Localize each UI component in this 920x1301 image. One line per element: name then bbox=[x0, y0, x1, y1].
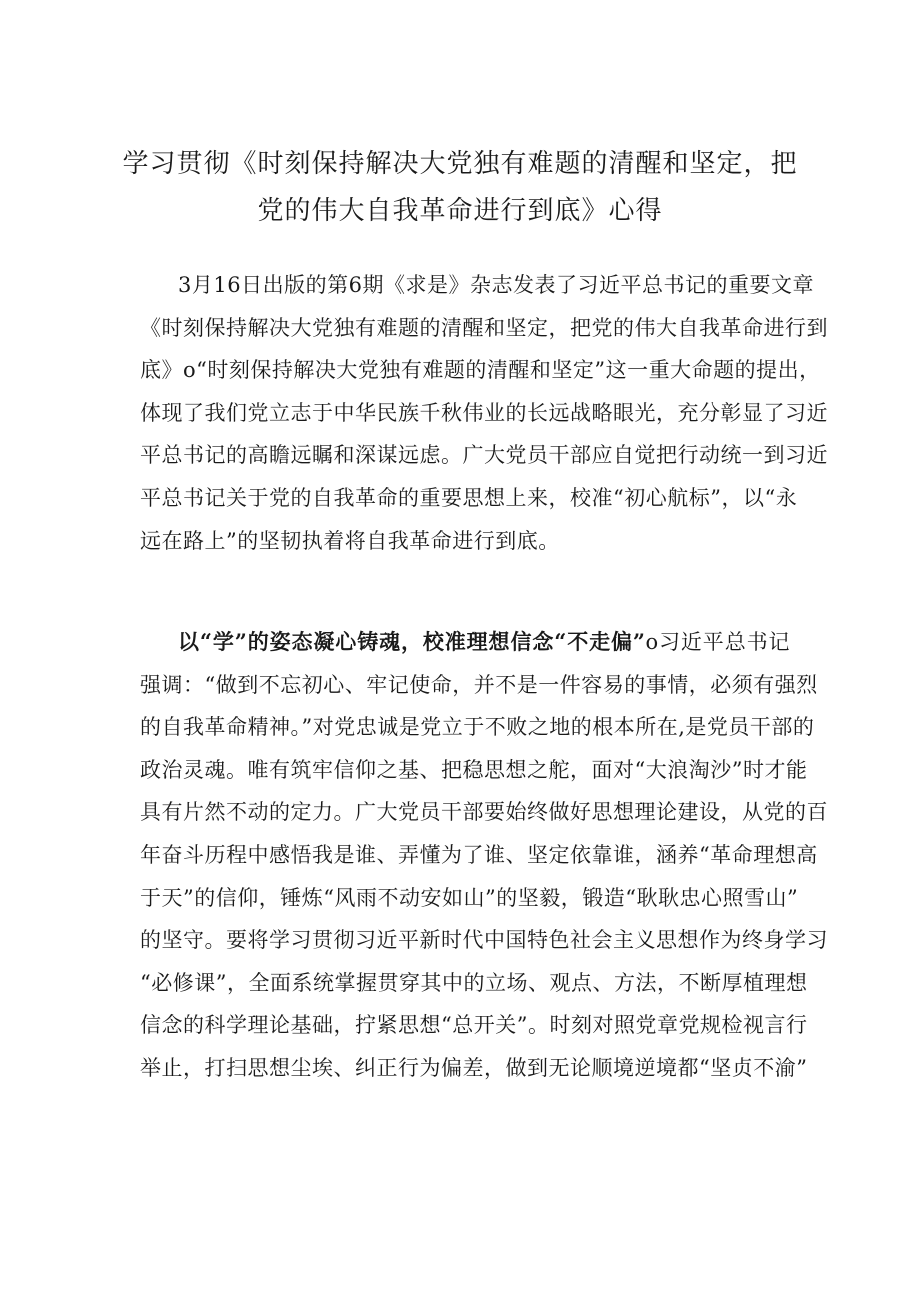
paragraph-line: 《时刻保持解决大党独有难题的清醒和坚定，把党的伟大自我革命进行到 bbox=[140, 315, 828, 340]
document-title-line-1: 学习贯彻《时刻保持解决大党独有难题的清醒和坚定，把 bbox=[122, 149, 798, 179]
document-title-line-2: 党的伟大自我革命进行到底》心得 bbox=[257, 196, 663, 226]
paragraph-line: 3月16日出版的第6期《求是》杂志发表了习近平总书记的重要文章 bbox=[178, 273, 814, 297]
paragraph-line: 信念的科学理论基础，拧紧思想“总开关”。时刻对照党章党规检视言行 bbox=[140, 1013, 808, 1038]
paragraph-line: “必修课”，全面系统掌握贯穿其中的立场、观点、方法，不断厚植理想 bbox=[140, 970, 808, 995]
paragraph-line: 强调：“做到不忘初心、牢记使命，并不是一件容易的事情，必须有强烈 bbox=[140, 672, 818, 697]
section-heading: 以“学”的姿态凝心铸魂，校准理想信念“不走偏” bbox=[178, 629, 646, 654]
paragraph-line: 于天”的信仰，锤炼“风雨不动安如山”的坚毅，锻造“耿耿忠心照雪山” bbox=[140, 885, 799, 910]
paragraph-line: 政治灵魂。唯有筑牢信仰之基、把稳思想之舵，面对“大浪淘沙”时才能 bbox=[140, 757, 808, 782]
paragraph-line: 远在路上”的坚韧执着将自我革命进行到底。 bbox=[140, 528, 560, 553]
paragraph-line: 体现了我们党立志于中华民族千秋伟业的长远战略眼光，充分彰显了习近 bbox=[140, 400, 828, 425]
paragraph-line: 底》o“时刻保持解决大党独有难题的清醒和坚定”这一重大命题的提出， bbox=[140, 358, 821, 383]
paragraph-line: 年奋斗历程中感悟我是谁、弄懂为了谁、坚定依靠谁，涵养“革命理想高 bbox=[140, 842, 818, 867]
paragraph-line: 的坚守。要将学习贯彻习近平新时代中国特色社会主义思想作为终身学习 bbox=[140, 928, 828, 953]
paragraph-first-line-rest: o习近平总书记 bbox=[645, 630, 790, 654]
paragraph-line: 平总书记的高瞻远瞩和深谋远虑。广大党员干部应自觉把行动统一到习近 bbox=[140, 443, 828, 468]
paragraph-line: 平总书记关于党的自我革命的重要思想上来，校准“初心航标”，以“永 bbox=[140, 485, 798, 510]
paragraph-line: 的自我革命精神。”对党忠诚是党立于不败之地的根本所在,是党员干部的 bbox=[140, 715, 815, 740]
paragraph-study bbox=[140, 621, 828, 1090]
paragraph-line: 举止，打扫思想尘埃、纠正行为偏差，做到无论顺境逆境都“坚贞不渝” bbox=[140, 1055, 808, 1080]
paragraph-first-line bbox=[140, 621, 790, 664]
paragraph-line: 具有片然不动的定力。广大党员干部要始终做好思想理论建设，从党的百 bbox=[140, 800, 828, 825]
paragraph-intro bbox=[140, 264, 828, 562]
